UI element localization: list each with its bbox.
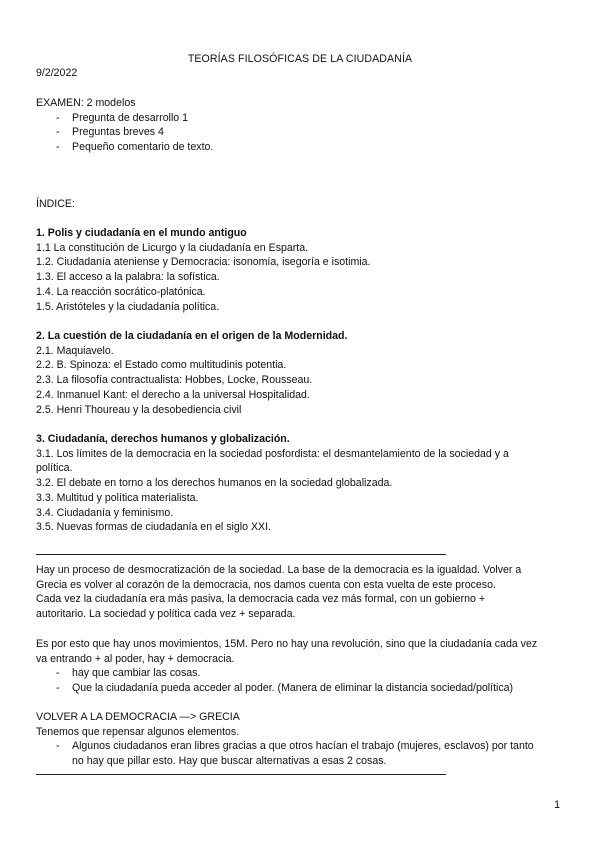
paragraph-line: autoritario. La sociedad y política cada vez + separada. [36, 608, 296, 621]
exam-block [36, 96, 556, 155]
section-title: 3. Ciudadanía, derechos humanos y globalización. [36, 433, 290, 445]
notes-paragraph-2 [36, 637, 566, 696]
index-item: 1.5. Aristóteles y la ciudadanía política. [36, 300, 220, 313]
paragraph-line: Es por esto que hay unos movimientos, 15M. Pero no hay una revolución, sino que la ciudadanía cada vez [36, 638, 538, 650]
bullet-line: no hay que pillar esto. Hay que buscar alternativas a esas 2 cosas. [72, 755, 387, 768]
paragraph-line: Cada vez la ciudadanía era más pasiva, la democracia cada vez más formal, con un gobierno + [36, 593, 486, 606]
section-title: 1. Polis y ciudadanía en el mundo antiguo [36, 227, 247, 239]
notes-bullet-list [36, 739, 566, 768]
bullet-line: - Algunos ciudadanos eran libres gracias a que otros hacían el trabajo (mujeres, esclavos) por tanto [72, 740, 534, 753]
exam-list [36, 111, 556, 155]
index-item: 1.1 La constitución de Licurgo y la ciudadanía en Esparta. [36, 241, 309, 254]
index-item: 3.4. Ciudadanía y feminismo. [36, 506, 174, 519]
paragraph-line: Tenemos que repensar algunos elementos. [36, 725, 240, 738]
index-item: 1.2. Ciudadanía ateniense y Democracia: isonomía, isegoría e isotimia. [36, 256, 371, 269]
divider-top [36, 554, 446, 555]
index-item: 3.1. Los límites de la democracia en la sociedad posfordista: el desmantelamiento de la sociedad y a política. [36, 447, 509, 475]
index-section-1 [36, 226, 566, 314]
notes-bullet [36, 739, 566, 768]
paragraph-line: Grecia es volver al corazón de la democracia, nos damos cuenta con esta vuelta de este proceso. [36, 578, 496, 591]
document-date: 9/2/2022 [36, 67, 78, 79]
exam-item: - Preguntas breves 4 [36, 125, 556, 140]
notes-paragraph-3 [36, 710, 566, 769]
index-section-2 [36, 329, 566, 417]
document-title: TEORÍAS FILOSÓFICAS DE LA CIUDADANÍA [187, 53, 413, 65]
index-item: 1.3. El acceso a la palabra: la sofística. [36, 271, 220, 284]
section-title: 2. La cuestión de la ciudadanía en el origen de la Modernidad. [36, 330, 348, 342]
exam-label: EXAMEN: 2 modelos [36, 97, 136, 109]
paragraph-line: Hay un proceso de desmocratización de la sociedad. La base de la democracia es la igualdad. Volver a [36, 564, 522, 576]
exam-item: - Pequeño comentario de texto. [36, 140, 556, 155]
index-item: 2.2. B. Spinoza: el Estado como multitudinis potentia. [36, 359, 287, 372]
notes-bullet: - hay que cambiar las cosas. [36, 666, 566, 681]
index-item: 2.4. Inmanuel Kant: el derecho a la universal Hospitalidad. [36, 388, 310, 401]
page-number: 1 [554, 799, 560, 811]
divider-bottom [36, 774, 446, 775]
index-item: 3.2. El debate en torno a los derechos humanos en la sociedad globalizada. [36, 477, 393, 490]
index-item: 2.5. Henri Thoureau y la desobediencia civil [36, 403, 242, 416]
index-item: 3.3. Multitud y política materialista. [36, 491, 199, 504]
notes-paragraph-1 [36, 563, 566, 622]
index-item: 2.1. Maquiavelo. [36, 344, 114, 357]
index-item: 2.3. La filosofía contractualista: Hobbes, Locke, Rousseau. [36, 374, 313, 387]
exam-item: - Pregunta de desarrollo 1 [36, 111, 556, 126]
paragraph-line: va entrando + al poder, hay + democracia. [36, 652, 235, 665]
index-label: ÍNDICE: [36, 198, 75, 210]
notes-bullet: - Que la ciudadanía pueda acceder al poder. (Manera de eliminar la distancia sociedad/política) [36, 681, 566, 696]
notes-bullet-list [36, 666, 566, 695]
index-section-3 [36, 432, 536, 535]
index-item: 1.4. La reacción socrático-platónica. [36, 285, 206, 298]
index-item: 3.5. Nuevas formas de ciudadanía en el siglo XXI. [36, 521, 271, 534]
notes-heading: VOLVER A LA DEMOCRACIA —> GRECIA [36, 711, 240, 723]
